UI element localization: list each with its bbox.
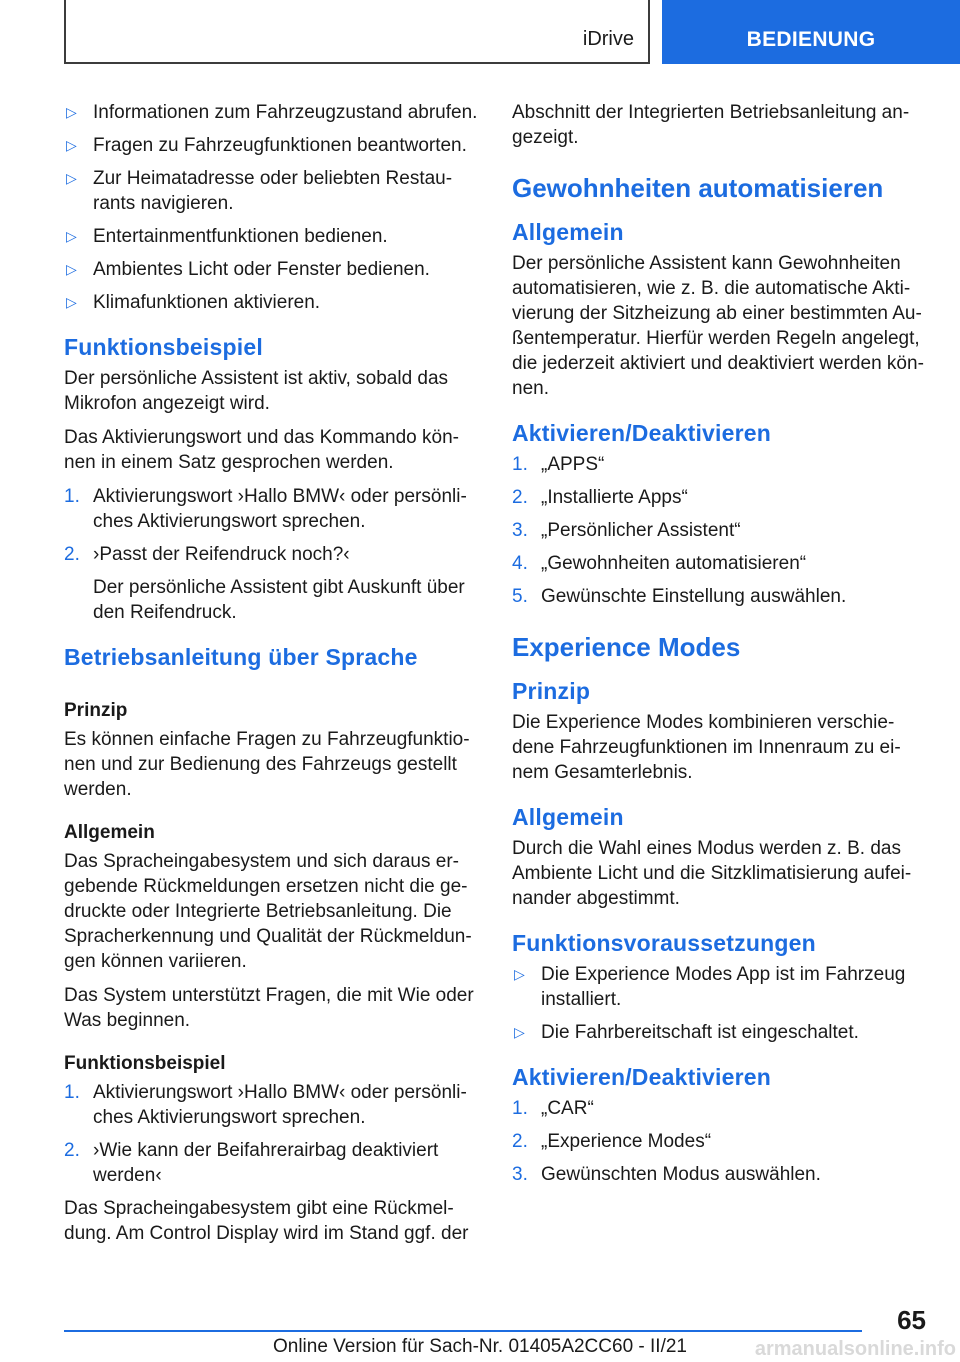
paragraph: Durch die Wahl eines Modus werden z. B. das Ambiente Licht und die Sitzklimatisierung aufeinander abgestimmt. [512,838,912,909]
paragraph: Das Spracheingabesystem gibt eine Rückmeldung. Am Control Display wird im Stand ggf. der [64,1198,469,1244]
list-item: ▷ Fragen zu Fahrzeugfunktionen beantworten. [66,135,467,156]
step-number: 4. [512,553,528,574]
list-item: ▷ Zur Heimatadresse oder beliebten Restaurants navigieren. [66,168,453,214]
heading-allgemein: Allgemein [64,822,155,843]
step-item: 1. „CAR“ [512,1098,594,1119]
heading-aktivieren: Aktivieren/Deaktivieren [512,420,772,446]
step-item: 2. ›Passt der Reifendruck noch?‹ [64,544,350,565]
step-item: 5. Gewünschte Einstellung auswählen. [512,586,847,607]
step-item: 3. „Persönlicher Assistent“ [512,520,741,541]
heading-aktivieren: Aktivieren/Deaktivieren [512,1064,772,1090]
step-number: 2. [512,1131,528,1152]
paragraph: Der persönliche Assistent ist aktiv, sobald das Mikrofon angezeigt wird. [64,368,449,414]
triangle-bullet-icon: ▷ [66,104,77,120]
step-note: Der persönliche Assistent gibt Auskunft über den Reifendruck. [93,577,465,623]
step-item: 3. Gewünschten Modus auswählen. [512,1164,821,1185]
triangle-bullet-icon: ▷ [66,261,77,277]
paragraph: Die Experience Modes kombinieren verschiedene Fahrzeugfunktionen im Innenraum zu einem Gesamterlebnis. [512,712,901,783]
list-item: ▷ Ambientes Licht oder Fenster bedienen. [66,259,430,280]
step-item: 1. Aktivierungswort ›Hallo BMW‹ oder persönliches Aktivierungswort sprechen. [64,1082,467,1128]
footer-divider [64,1330,862,1332]
step-number: 3. [512,1164,528,1185]
header-chapter-title: BEDIENUNG [746,28,876,51]
paragraph: Das Aktivierungswort und das Kommando können in einem Satz gesprochen werden. [64,427,459,473]
page-number: 65 [897,1305,926,1335]
paragraph: Es können einfache Fragen zu Fahrzeugfunktionen und zur Bedienung des Fahrzeugs gestellt werden. [64,729,470,800]
header-section-title: iDrive [582,28,634,50]
step-number: 2. [64,544,80,565]
triangle-bullet-icon: ▷ [66,228,77,244]
paragraph: Abschnitt der Integrierten Betriebsanleitung angezeigt. [512,102,910,148]
heading-funktionsbeispiel: Funktionsbeispiel [64,334,263,360]
list-item: ▷ Entertainmentfunktionen bedienen. [66,226,388,247]
step-item: 2. ›Wie kann der Beifahrerairbag deaktiviert werden‹ [64,1140,439,1186]
step-item: 4. „Gewohnheiten automatisieren“ [512,553,807,574]
header-chapter-tab [662,0,960,64]
heading-funktionsvoraussetzungen: Funktionsvoraussetzungen [512,930,816,956]
triangle-bullet-icon: ▷ [514,966,525,982]
heading-allgemein: Allgemein [512,219,624,245]
list-item: ▷ Informationen zum Fahrzeugzustand abrufen. [66,102,478,123]
step-number: 2. [64,1140,80,1161]
paragraph: Das Spracheingabesystem und sich daraus ergebende Rückmeldungen ersetzen nicht die gedruckte oder Integrierte Betriebsanleitung. Die Spracherkennung und Qualität der Rückmeldungen können variieren. [64,851,472,972]
paragraph: Der persönliche Assistent kann Gewohnheiten automatisieren, wie z. B. die automatische Aktivierung der Sitzheizung ab einer bestimmten Außentemperatur. Hierfür werden Regeln angelegt, die jederzeit aktiviert und deaktiviert werden können. [512,253,924,399]
heading-betriebsanleitung: Betriebsanleitung über Sprache [64,644,418,670]
list-item: ▷ Die Fahrbereitschaft ist eingeschaltet. [514,1022,859,1043]
step-item: 1. Aktivierungswort ›Hallo BMW‹ oder persönliches Aktivierungswort sprechen. [64,486,467,532]
step-number: 5. [512,586,528,607]
heading-gewohnheiten: Gewohnheiten automatisieren [512,173,884,203]
step-number: 1. [512,454,528,475]
heading-prinzip: Prinzip [64,700,128,721]
heading-prinzip: Prinzip [512,678,591,704]
step-item: 2. „Installierte Apps“ [512,487,688,508]
step-number: 2. [512,487,528,508]
step-number: 1. [512,1098,528,1119]
step-item: 2. „Experience Modes“ [512,1131,712,1152]
heading-allgemein: Allgemein [512,804,624,830]
left-column [64,100,478,1255]
step-number: 3. [512,520,528,541]
step-number: 1. [64,486,80,507]
right-column [512,100,926,1195]
triangle-bullet-icon: ▷ [66,294,77,310]
triangle-bullet-icon: ▷ [514,1024,525,1040]
triangle-bullet-icon: ▷ [66,137,77,153]
list-item: ▷ Klimafunktionen aktivieren. [66,292,321,313]
watermark: armanualsonline.info [754,1338,956,1360]
list-item: ▷ Die Experience Modes App ist im Fahrzeug installiert. [514,964,906,1010]
triangle-bullet-icon: ▷ [66,170,77,186]
heading-funktionsbeispiel-2: Funktionsbeispiel [64,1053,226,1074]
paragraph: Das System unterstützt Fragen, die mit Wie oder Was beginnen. [64,985,474,1031]
heading-experience-modes: Experience Modes [512,632,741,662]
step-number: 1. [64,1082,80,1103]
step-item: 1. „APPS“ [512,454,605,475]
header-section-box [64,0,650,64]
footer-online-version: Online Version für Sach-Nr. 01405A2CC60 - II/21 [272,1336,687,1357]
